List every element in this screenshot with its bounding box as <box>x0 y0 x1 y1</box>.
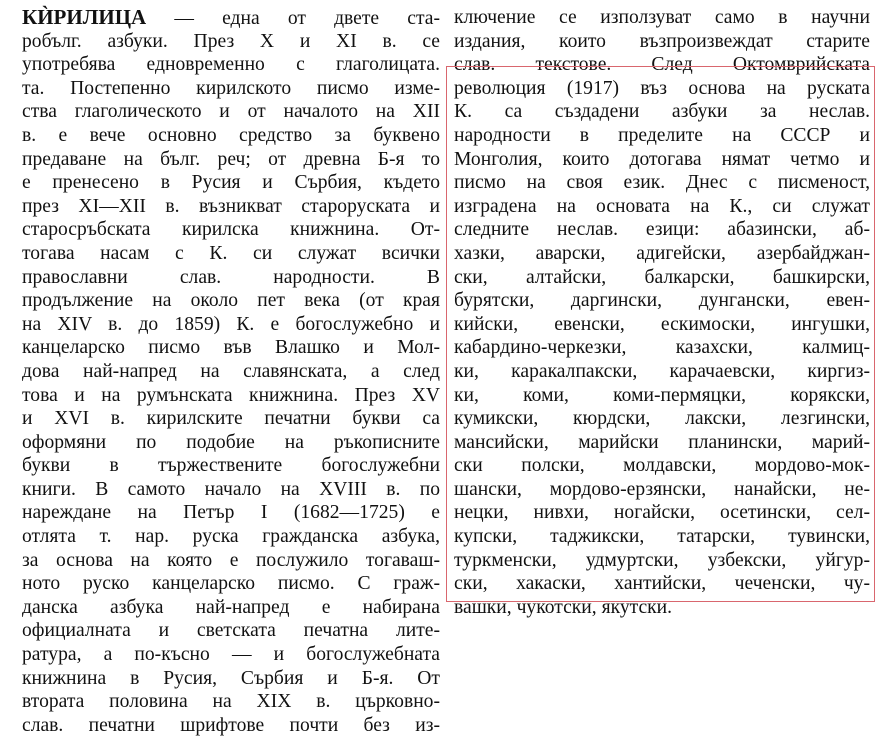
text-line: това и на румънската книжнина. През XV <box>22 384 440 406</box>
text-line: шански, мордово-ерзянски, нанайски, не- <box>454 478 870 500</box>
text-line <box>22 6 440 30</box>
text-line: К. са създадени азбуки за неслав. <box>454 101 870 123</box>
text-line: ратура, а по-късно — и богослужебната <box>22 644 440 666</box>
text-line: революция (1917) въз основа на руската <box>454 77 870 99</box>
text-line: данска азбука най-напред е набирана <box>22 596 440 618</box>
text-line: писмо на своя език. Днес с писменост, <box>454 172 870 194</box>
text-line: употребява едновременно с глаголицата. <box>22 54 440 76</box>
text-line: старосръбската кирилска книжнина. От- <box>22 219 440 241</box>
text-line: втората половина на XIX в. църковно- <box>22 691 440 713</box>
text-line: православни слав. народности. В <box>22 266 440 288</box>
text-line: дова най-напред на славянската, а след <box>22 360 440 382</box>
text-line: през XI—XII в. възникват староруската и <box>22 195 440 217</box>
text-line: ки, каракалпакски, карачаевски, киргиз- <box>454 360 870 382</box>
text-line: вашки, чукотски, якутски. <box>454 596 673 618</box>
text-line: ски полски, молдавски, мордово-мок- <box>454 455 870 477</box>
text-line: купски, таджикски, татарски, тувински, <box>454 526 870 548</box>
text-line: предаване на бълг. реч; от древна Б-я то <box>22 148 440 170</box>
text-line: ното руско канцеларско писмо. С граж- <box>22 573 440 595</box>
text-line: ключение се използуват само в научни <box>454 7 870 28</box>
text-line: следните неслав. езици: абазински, аб- <box>454 219 870 241</box>
text-line: Монголия, които дотогава нямат четмо и <box>454 148 870 170</box>
text-line: робълг. азбуки. През X и XI в. се <box>22 30 440 52</box>
text-line: хазки, аварски, адигейски, азербайджан- <box>454 242 870 264</box>
text-line: букви в тържествените богослужебни <box>22 455 440 477</box>
text-line: ки, коми, коми-пермяцки, корякски, <box>454 384 870 406</box>
text-line: народности в пределите на СССР и <box>454 124 870 146</box>
text-line: и XVI в. кирилските печатни букви са <box>22 408 440 430</box>
text-line: за основа на която е послужило тогаваш- <box>22 549 440 571</box>
text-line: ски, алтайски, балкарски, башкирски, <box>454 266 870 288</box>
headword: КЍРИЛИЦА <box>22 5 147 29</box>
text-line: е пренесено в Русия и Сърбия, където <box>22 172 440 194</box>
text-line: кийски, евенски, ескимоски, ингушки, <box>454 313 870 335</box>
text-line: нареждане на Петър I (1682—1725) е <box>22 502 440 524</box>
left-column <box>22 6 440 737</box>
text-line: книжнина в Русия, Сърбия и Б-я. От <box>22 667 440 689</box>
text-line: ства глаголическото и от началото на XII <box>22 101 440 123</box>
text-line-rest: — една от двете ста- <box>146 8 440 29</box>
text-line: слав. текстове. След Октомврийската <box>454 54 870 76</box>
text-line: тогава насам с К. си служат всички <box>22 242 440 264</box>
text-line: продължение на около пет века (от края <box>22 290 440 312</box>
text-line: издания, които възпроизвеждат старите <box>454 30 870 52</box>
text-line: мансийски, марийски планински, марий- <box>454 431 870 453</box>
text-line: та. Постепенно кирилското писмо изме- <box>22 77 440 99</box>
text-line: бурятски, даргински, дунгански, евен- <box>454 290 870 312</box>
text-line: на XIV в. до 1859) К. е богослужебно и <box>22 313 440 335</box>
text-line: в. е вече основно средство за буквено <box>22 124 440 146</box>
text-line: канцеларско писмо във Влашко и Мол- <box>22 337 440 359</box>
text-line: отлята т. нар. руска гражданска азбука, <box>22 526 440 548</box>
text-line: оформяни по подобие на ръкописните <box>22 431 440 453</box>
text-line: слав. печатни шрифтове почти без из- <box>22 714 440 736</box>
text-line: ски, хакаски, хантийски, чеченски, чу- <box>454 573 870 595</box>
text-line: кумикски, кюрдски, лакски, лезгински, <box>454 408 870 430</box>
right-column <box>454 6 870 619</box>
text-line: кабардино-черкезки, казахски, калмиц- <box>454 337 870 359</box>
text-line: туркменски, удмуртски, узбекски, уйгур- <box>454 549 870 571</box>
text-line: нецки, нивхи, ногайски, осетински, сел- <box>454 502 870 524</box>
text-line: книги. В самото начало на XVIII в. по <box>22 478 440 500</box>
text-line: изградена на основата на К., си служат <box>454 195 870 217</box>
text-line: официалната и светската печатна лите- <box>22 620 440 642</box>
